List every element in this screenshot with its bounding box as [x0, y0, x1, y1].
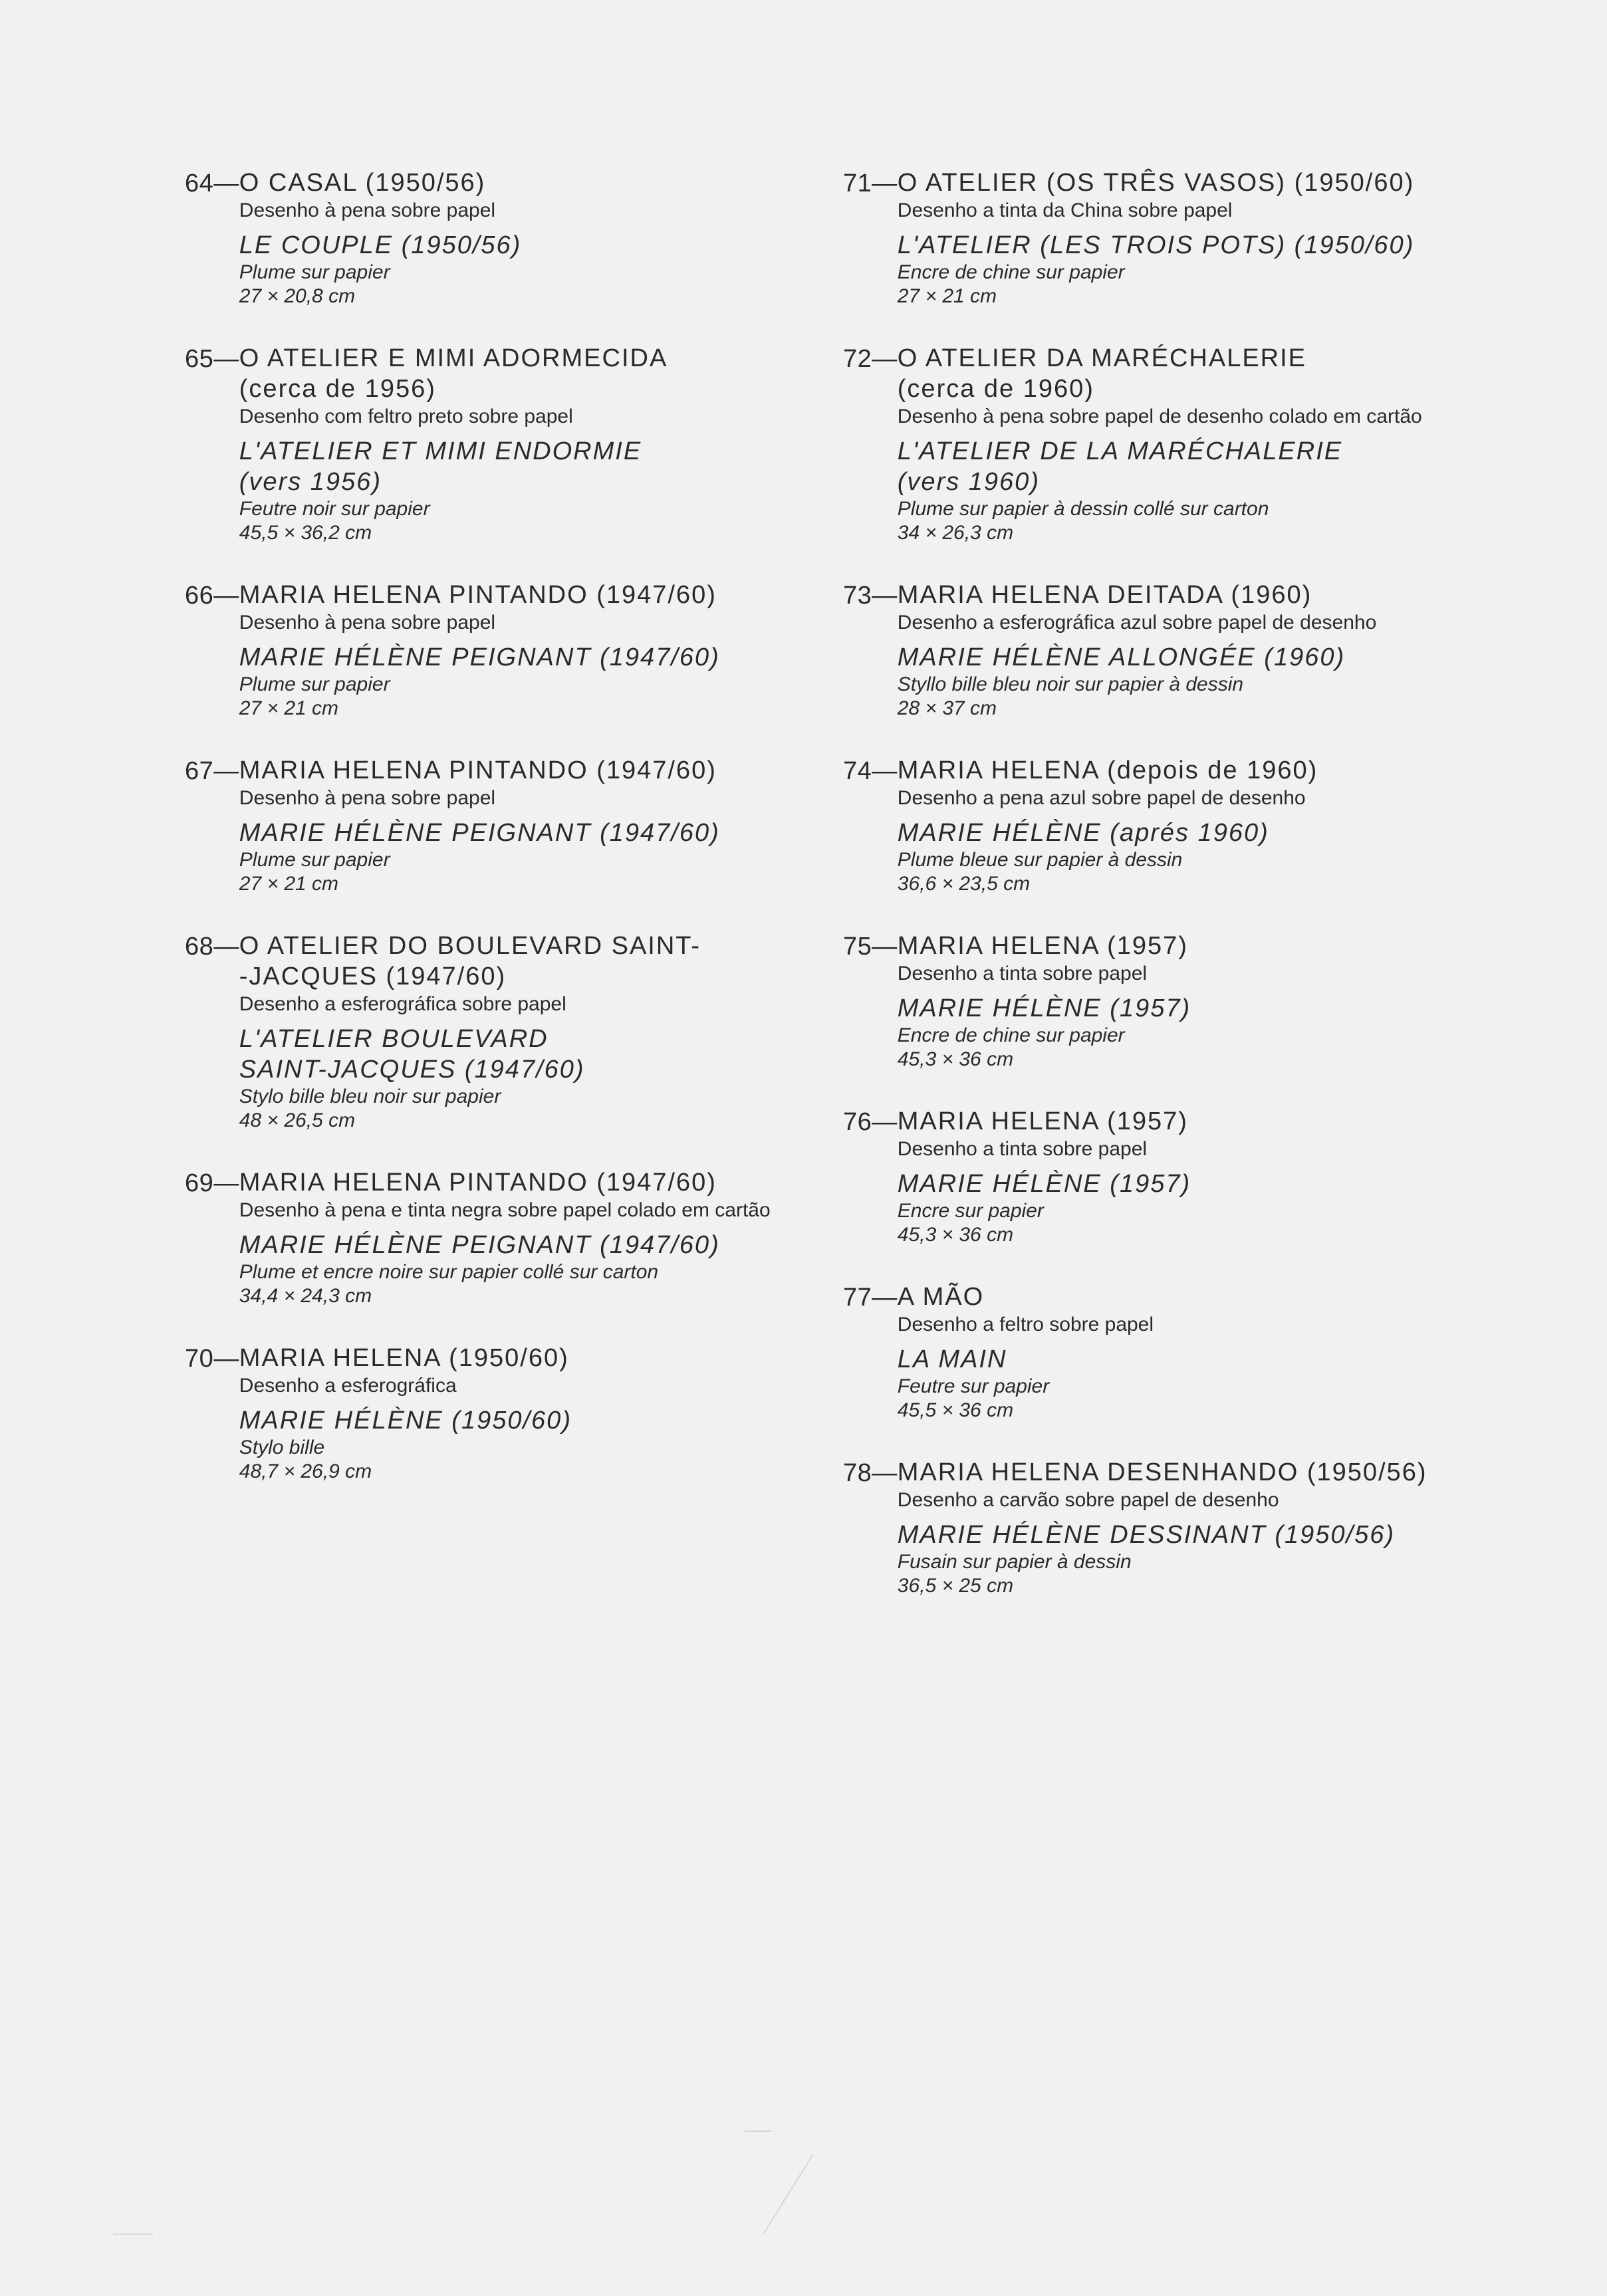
- entry-number: [185, 931, 239, 963]
- entry-dash: —: [213, 933, 239, 961]
- entry-heading: [185, 931, 816, 1133]
- french-medium: Plume sur papier: [239, 261, 390, 283]
- catalogue-entry: [185, 931, 816, 1133]
- entry-body: [239, 168, 816, 308]
- dimensions: 48,7 × 26,9 cm: [239, 1460, 372, 1482]
- entry-number: [843, 343, 898, 375]
- paper-mark: [763, 2154, 814, 2234]
- french-medium: Encre sur papier: [897, 1200, 1044, 1222]
- entry-number: [843, 1282, 898, 1314]
- portuguese-title: MARIA HELENA PINTANDO (1947/60): [239, 1169, 717, 1197]
- catalogue-entry: [843, 1457, 1508, 1598]
- portuguese-medium: Desenho à pena e tinta negra sobre papel colado em cartão: [239, 1199, 771, 1221]
- entry-body: [898, 1106, 1508, 1247]
- portuguese-medium: Desenho a tinta sobre papel: [897, 1138, 1148, 1160]
- dimensions: 34 × 26,3 cm: [897, 522, 1014, 544]
- catalogue-entry: [185, 168, 816, 308]
- dimensions: 27 × 21 cm: [239, 873, 339, 895]
- portuguese-medium: Desenho à pena sobre papel: [239, 612, 496, 633]
- entry-heading: [185, 168, 816, 308]
- right-column: [843, 168, 1508, 1633]
- portuguese-medium: Desenho a tinta da China sobre papel: [897, 199, 1233, 221]
- entry-body: [898, 1457, 1508, 1598]
- dimensions: 27 × 21 cm: [897, 285, 997, 307]
- catalogue-entry: [185, 343, 816, 545]
- left-column: [185, 168, 816, 1518]
- entry-body: [239, 1167, 816, 1308]
- french-title: MARIE HÉLÈNE PEIGNANT (1947/60): [239, 643, 720, 671]
- portuguese-title: O ATELIER (OS TRÊS VASOS) (1950/60): [897, 169, 1415, 197]
- entry-dash: —: [872, 1108, 898, 1136]
- entry-dash: —: [872, 757, 898, 785]
- dimensions: 34,4 × 24,3 cm: [239, 1285, 372, 1307]
- catalogue-entry: [843, 931, 1508, 1072]
- portuguese-medium: Desenho a carvão sobre papel de desenho: [897, 1489, 1279, 1511]
- portuguese-title: MARIA HELENA DESENHANDO (1950/56): [897, 1458, 1427, 1486]
- entry-dash: —: [213, 345, 239, 373]
- french-medium: Styllo bille bleu noir sur papier à dessin: [897, 673, 1244, 695]
- entry-heading: [843, 343, 1508, 545]
- entry-body: [239, 755, 816, 896]
- portuguese-title: MARIA HELENA (depois de 1960): [897, 756, 1318, 784]
- paper-mark: [113, 2234, 153, 2235]
- entry-number: [843, 755, 898, 787]
- catalogue-entry: [185, 1167, 816, 1308]
- portuguese-medium: Desenho à pena sobre papel de desenho colado em cartão: [897, 405, 1422, 427]
- dimensions: 45,3 × 36 cm: [897, 1048, 1014, 1070]
- entry-heading: [185, 343, 816, 545]
- entry-dash: —: [213, 582, 239, 610]
- dimensions: 45,5 × 36,2 cm: [239, 522, 372, 544]
- french-medium: Plume et encre noire sur papier collé sur carton: [239, 1261, 659, 1283]
- entry-body: [239, 1343, 816, 1484]
- french-title: L'ATELIER BOULEVARD SAINT-JACQUES (1947/60): [239, 1025, 585, 1084]
- entry-number-value: 73: [843, 582, 872, 610]
- entry-dash: —: [213, 1169, 239, 1197]
- entry-number-value: 75: [843, 933, 872, 961]
- portuguese-title: MARIA HELENA PINTANDO (1947/60): [239, 756, 717, 784]
- entry-body: [898, 343, 1508, 545]
- french-title: LE COUPLE (1950/56): [239, 231, 522, 259]
- portuguese-title: O ATELIER E MIMI ADORMECIDA (cerca de 1956): [239, 344, 668, 403]
- catalogue-entry: [843, 1282, 1508, 1423]
- entry-number-value: 69: [185, 1169, 214, 1197]
- entry-number: [185, 1343, 239, 1375]
- french-title: MARIE HÉLÈNE PEIGNANT (1947/60): [239, 1231, 720, 1259]
- entry-heading: [843, 931, 1508, 1072]
- portuguese-medium: Desenho a pena azul sobre papel de desenho: [897, 787, 1306, 809]
- entry-number: [843, 580, 898, 612]
- entry-dash: —: [213, 1345, 239, 1373]
- entry-number: [185, 1167, 239, 1199]
- french-title: LA MAIN: [897, 1345, 1007, 1373]
- entry-number: [843, 1457, 898, 1489]
- entry-heading: [843, 755, 1508, 896]
- french-title: L'ATELIER (LES TROIS POTS) (1950/60): [897, 231, 1415, 259]
- entry-heading: [185, 755, 816, 896]
- french-medium: Encre de chine sur papier: [897, 261, 1125, 283]
- portuguese-title: O CASAL (1950/56): [239, 169, 486, 197]
- entry-heading: [185, 1167, 816, 1308]
- portuguese-medium: Desenho a tinta sobre papel: [897, 963, 1148, 984]
- entry-number-value: 67: [185, 757, 214, 785]
- dimensions: 27 × 21 cm: [239, 697, 339, 719]
- dimensions: 45,3 × 36 cm: [897, 1224, 1014, 1246]
- french-title: MARIE HÉLÈNE (aprés 1960): [897, 819, 1269, 847]
- entry-number: [185, 168, 239, 199]
- entry-dash: —: [872, 345, 898, 373]
- portuguese-medium: Desenho com feltro preto sobre papel: [239, 405, 573, 427]
- portuguese-title: O ATELIER DO BOULEVARD SAINT- -JACQUES (1947/60): [239, 932, 701, 990]
- portuguese-medium: Desenho a esferográfica: [239, 1375, 457, 1397]
- french-title: MARIE HÉLÈNE (1957): [897, 994, 1191, 1022]
- catalogue-entry: [843, 580, 1508, 721]
- entry-number: [843, 1106, 898, 1138]
- entry-dash: —: [872, 582, 898, 610]
- entry-body: [239, 580, 816, 721]
- french-medium: Stylo bille bleu noir sur papier: [239, 1086, 501, 1107]
- portuguese-title: MARIA HELENA (1957): [897, 1107, 1188, 1135]
- portuguese-title: O ATELIER DA MARÉCHALERIE (cerca de 1960): [897, 344, 1307, 403]
- portuguese-medium: Desenho à pena sobre papel: [239, 199, 496, 221]
- catalogue-entry: [843, 755, 1508, 896]
- french-medium: Fusain sur papier à dessin: [897, 1551, 1132, 1573]
- french-medium: Stylo bille: [239, 1436, 325, 1458]
- french-medium: Plume sur papier: [239, 673, 390, 695]
- entry-dash: —: [872, 1284, 898, 1312]
- french-medium: Feutre noir sur papier: [239, 498, 430, 520]
- entry-number: [843, 168, 898, 199]
- french-medium: Encre de chine sur papier: [897, 1024, 1125, 1046]
- portuguese-medium: Desenho a esferográfica sobre papel: [239, 993, 566, 1015]
- entry-heading: [185, 1343, 816, 1484]
- dimensions: 45,5 × 36 cm: [897, 1399, 1014, 1421]
- entry-heading: [843, 1282, 1508, 1423]
- entry-number-value: 70: [185, 1345, 214, 1373]
- french-title: MARIE HÉLÈNE (1950/60): [239, 1407, 572, 1435]
- catalogue-entry: [843, 343, 1508, 545]
- entry-dash: —: [213, 757, 239, 785]
- dimensions: 27 × 20,8 cm: [239, 285, 356, 307]
- entry-number-value: 65: [185, 345, 214, 373]
- portuguese-medium: Desenho a esferográfica azul sobre papel de desenho: [897, 612, 1377, 633]
- entry-body: [239, 343, 816, 545]
- entry-heading: [843, 168, 1508, 308]
- dimensions: 36,5 × 25 cm: [897, 1575, 1014, 1597]
- entry-dash: —: [872, 170, 898, 197]
- dimensions: 36,6 × 23,5 cm: [897, 873, 1031, 895]
- entry-dash: —: [872, 933, 898, 961]
- entry-number-value: 64: [185, 170, 214, 197]
- catalogue-entry: [843, 1106, 1508, 1247]
- entry-number-value: 76: [843, 1108, 872, 1136]
- dimensions: 28 × 37 cm: [897, 697, 997, 719]
- french-title: MARIE HÉLÈNE ALLONGÉE (1960): [897, 643, 1346, 671]
- french-medium: Feutre sur papier: [897, 1375, 1050, 1397]
- entry-body: [898, 580, 1508, 721]
- catalogue-entry: [185, 1343, 816, 1484]
- entry-number: [185, 755, 239, 787]
- entry-body: [898, 168, 1508, 308]
- french-medium: Plume sur papier: [239, 849, 390, 871]
- portuguese-title: MARIA HELENA (1957): [897, 932, 1188, 960]
- french-title: L'ATELIER ET MIMI ENDORMIE (vers 1956): [239, 437, 642, 496]
- catalogue-entry: [185, 580, 816, 721]
- portuguese-title: MARIA HELENA DEITADA (1960): [897, 581, 1312, 609]
- entry-body: [898, 1282, 1508, 1423]
- entry-dash: —: [213, 170, 239, 197]
- entry-body: [239, 931, 816, 1133]
- french-title: MARIE HÉLÈNE (1957): [897, 1170, 1191, 1198]
- french-medium: Plume sur papier à dessin collé sur carton: [897, 498, 1269, 520]
- portuguese-medium: Desenho a feltro sobre papel: [897, 1314, 1154, 1335]
- dimensions: 48 × 26,5 cm: [239, 1109, 356, 1131]
- entry-number-value: 68: [185, 933, 214, 961]
- portuguese-title: MARIA HELENA (1950/60): [239, 1344, 569, 1372]
- catalogue-entry: [185, 755, 816, 896]
- entry-number: [843, 931, 898, 963]
- entry-body: [898, 755, 1508, 896]
- portuguese-medium: Desenho à pena sobre papel: [239, 787, 496, 809]
- entry-heading: [843, 1106, 1508, 1247]
- french-title: MARIE HÉLÈNE PEIGNANT (1947/60): [239, 819, 720, 847]
- entry-body: [898, 931, 1508, 1072]
- entry-number-value: 72: [843, 345, 872, 373]
- catalogue-entry: [843, 168, 1508, 308]
- french-medium: Plume bleue sur papier à dessin: [897, 849, 1183, 871]
- entry-number-value: 66: [185, 582, 214, 610]
- portuguese-title: A MÃO: [897, 1283, 985, 1311]
- portuguese-title: MARIA HELENA PINTANDO (1947/60): [239, 581, 717, 609]
- entry-heading: [843, 580, 1508, 721]
- entry-number-value: 78: [843, 1459, 872, 1487]
- entry-number-value: 74: [843, 757, 872, 785]
- entry-heading: [185, 580, 816, 721]
- entry-number: [185, 343, 239, 375]
- entry-number-value: 71: [843, 170, 872, 197]
- french-title: MARIE HÉLÈNE DESSINANT (1950/56): [897, 1521, 1396, 1549]
- entry-dash: —: [872, 1459, 898, 1487]
- french-title: L'ATELIER DE LA MARÉCHALERIE (vers 1960): [897, 437, 1343, 496]
- entry-number: [185, 580, 239, 612]
- entry-number-value: 77: [843, 1284, 872, 1312]
- entry-heading: [843, 1457, 1508, 1598]
- paper-mark: [745, 2130, 771, 2132]
